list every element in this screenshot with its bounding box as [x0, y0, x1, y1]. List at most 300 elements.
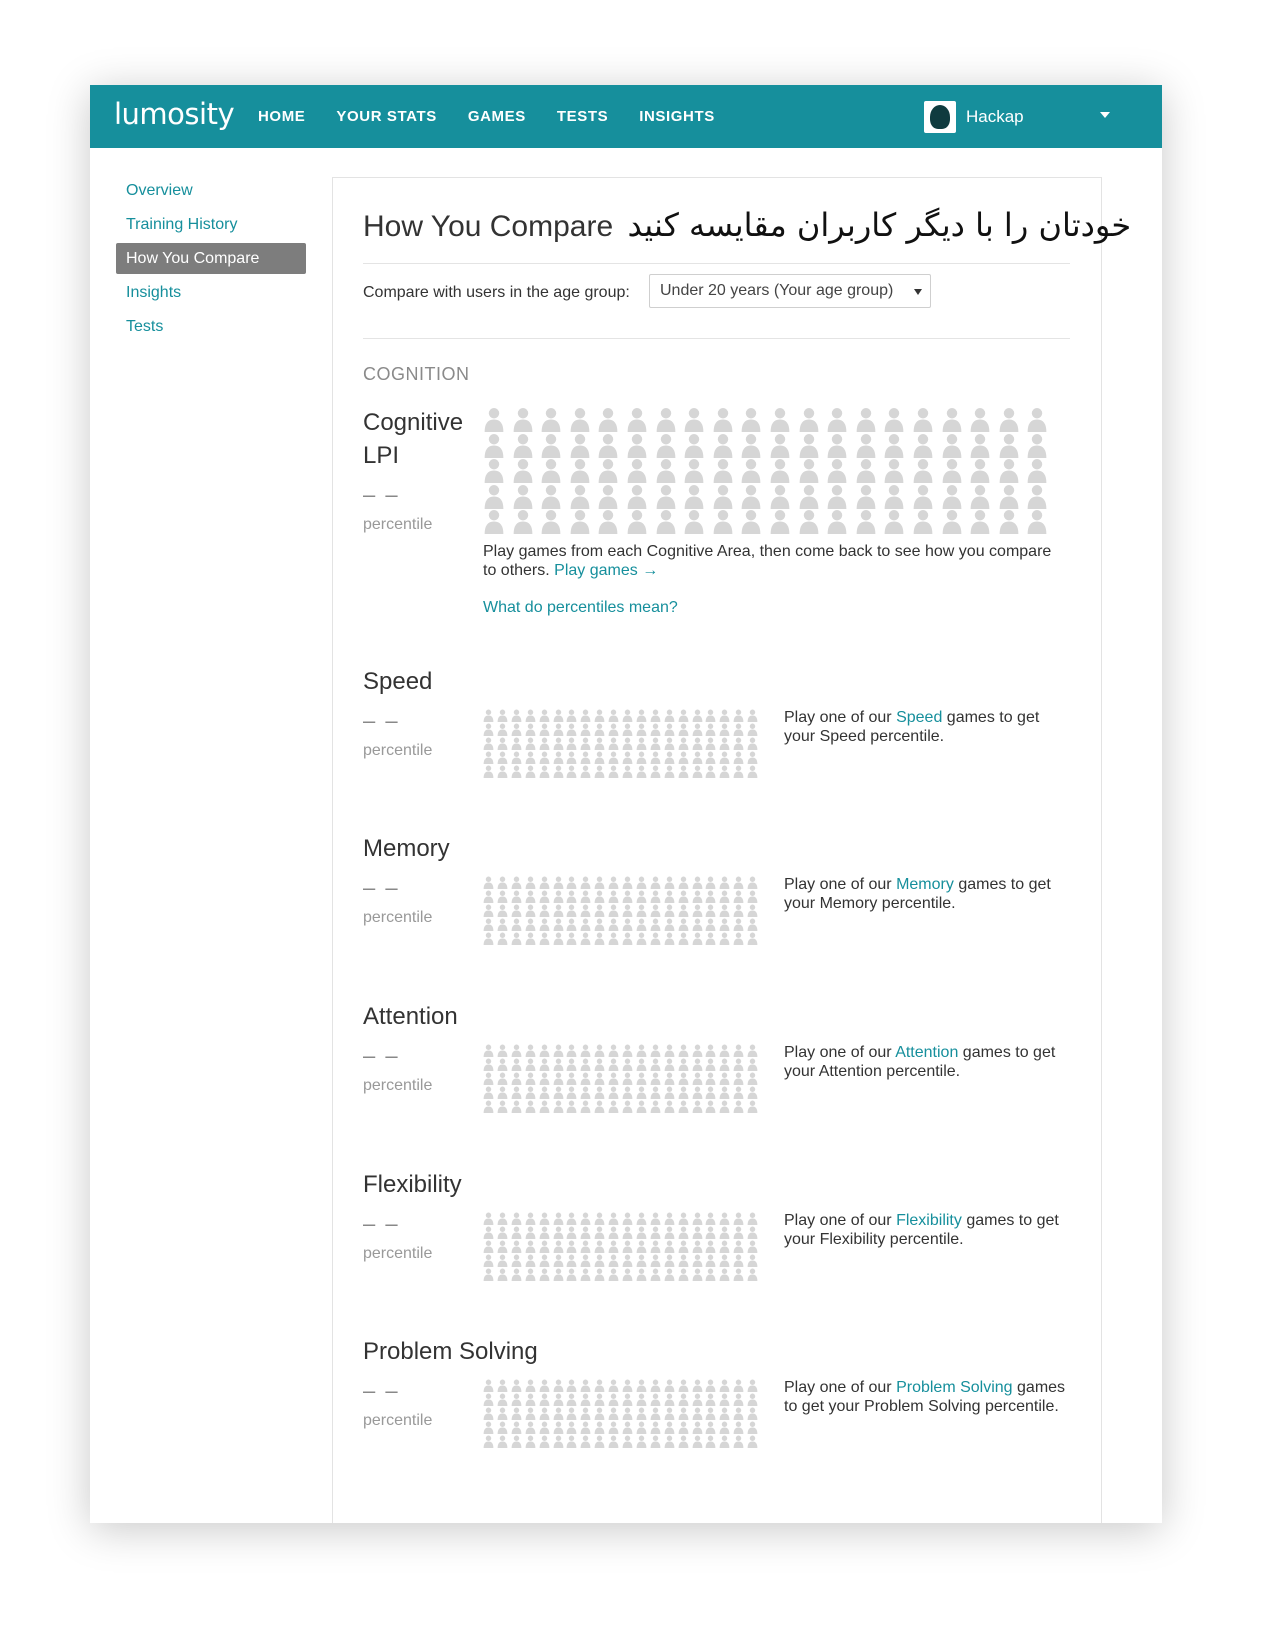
person-icon: [733, 1393, 744, 1406]
person-icon: [664, 1212, 675, 1225]
person-icon: [798, 407, 820, 432]
person-icon: [566, 1435, 577, 1448]
person-icon: [553, 890, 564, 903]
person-icon: [594, 890, 605, 903]
person-icon: [664, 765, 675, 778]
person-icon: [636, 709, 647, 722]
person-icon: [483, 1212, 494, 1225]
person-icon: [483, 407, 505, 432]
person-icon: [580, 904, 591, 917]
person-icon: [497, 1421, 508, 1434]
person-icon: [497, 1254, 508, 1267]
person-icon: [912, 433, 934, 458]
person-icon: [636, 1393, 647, 1406]
person-icon: [1026, 509, 1048, 534]
person-icon: [580, 1072, 591, 1085]
person-icon: [525, 1100, 536, 1113]
person-icon: [580, 1435, 591, 1448]
person-icon: [678, 1226, 689, 1239]
person-icon: [998, 509, 1020, 534]
person-icon: [553, 723, 564, 736]
person-icon: [692, 1058, 703, 1071]
person-icon: [650, 737, 661, 750]
metric-name: Speed: [363, 668, 433, 695]
person-icon: [594, 723, 605, 736]
metric-games-link[interactable]: Flexibility: [896, 1212, 962, 1229]
person-icon: [692, 876, 703, 889]
metric-unit: percentile: [363, 1077, 433, 1094]
user-menu[interactable]: [924, 99, 1024, 134]
person-icon: [608, 918, 619, 931]
person-icon: [705, 1058, 716, 1071]
person-icon: [692, 1254, 703, 1267]
person-icon: [622, 709, 633, 722]
person-icon: [769, 407, 791, 432]
percentile-people-grid: [483, 709, 759, 779]
person-icon: [664, 1254, 675, 1267]
person-icon: [553, 1212, 564, 1225]
person-icon: [719, 1393, 730, 1406]
person-icon: [733, 932, 744, 945]
person-icon: [747, 737, 758, 750]
person-icon: [569, 484, 591, 509]
person-icon: [511, 1072, 522, 1085]
person-icon: [580, 876, 591, 889]
person-icon: [483, 484, 505, 509]
play-games-link[interactable]: Play games →: [554, 562, 659, 579]
person-icon: [650, 1393, 661, 1406]
sidebar-item-insights[interactable]: Insights: [126, 284, 182, 301]
nav-games[interactable]: GAMES: [467, 108, 526, 125]
person-icon: [664, 737, 675, 750]
person-icon: [525, 876, 536, 889]
person-icon: [650, 1100, 661, 1113]
nav-insights[interactable]: INSIGHTS: [639, 108, 715, 125]
person-icon: [664, 1240, 675, 1253]
person-icon: [998, 458, 1020, 483]
person-icon: [511, 876, 522, 889]
person-icon: [769, 433, 791, 458]
metric-unit: percentile: [363, 516, 433, 533]
person-icon: [525, 1212, 536, 1225]
person-icon: [594, 1268, 605, 1281]
person-icon: [692, 1100, 703, 1113]
person-icon: [705, 1212, 716, 1225]
person-icon: [678, 1435, 689, 1448]
person-icon: [941, 458, 963, 483]
person-icon: [740, 458, 762, 483]
person-icon: [497, 723, 508, 736]
person-icon: [705, 1226, 716, 1239]
person-icon: [512, 484, 534, 509]
person-icon: [692, 890, 703, 903]
person-icon: [798, 433, 820, 458]
person-icon: [512, 433, 534, 458]
metric-block: [363, 832, 450, 926]
sidebar: [116, 175, 306, 345]
person-icon: [553, 765, 564, 778]
person-icon: [594, 1240, 605, 1253]
lumosity-logo[interactable]: lumosity: [114, 97, 235, 131]
person-icon: [594, 1407, 605, 1420]
person-icon: [497, 1044, 508, 1057]
person-icon: [553, 737, 564, 750]
metric-unit: percentile: [363, 909, 433, 926]
person-icon: [747, 1421, 758, 1434]
person-icon: [525, 1393, 536, 1406]
person-icon: [912, 484, 934, 509]
person-icon: [622, 765, 633, 778]
person-icon: [733, 904, 744, 917]
person-icon: [569, 509, 591, 534]
person-icon: [525, 751, 536, 764]
person-icon: [664, 1058, 675, 1071]
avatar: [924, 101, 956, 133]
person-icon: [622, 890, 633, 903]
person-icon: [650, 1435, 661, 1448]
person-icon: [719, 1100, 730, 1113]
person-icon: [594, 1044, 605, 1057]
metric-games-link[interactable]: Problem Solving: [896, 1379, 1013, 1396]
person-icon: [747, 1407, 758, 1420]
person-icon: [569, 407, 591, 432]
page-title-text: How You Compare: [363, 210, 614, 243]
person-icon: [569, 458, 591, 483]
person-icon: [497, 1058, 508, 1071]
person-icon: [692, 918, 703, 931]
person-icon: [747, 1240, 758, 1253]
person-icon: [580, 1393, 591, 1406]
app-window: [90, 85, 1162, 1523]
person-icon: [497, 765, 508, 778]
person-icon: [553, 876, 564, 889]
person-icon: [497, 904, 508, 917]
person-icon: [594, 737, 605, 750]
person-icon: [650, 876, 661, 889]
person-icon: [719, 723, 730, 736]
person-icon: [594, 1058, 605, 1071]
percentiles-help-link[interactable]: What do percentiles mean?: [483, 599, 678, 616]
person-icon: [664, 932, 675, 945]
person-icon: [483, 1254, 494, 1267]
person-icon: [664, 1226, 675, 1239]
person-icon: [826, 509, 848, 534]
person-icon: [969, 509, 991, 534]
person-icon: [650, 1379, 661, 1392]
person-icon: [655, 458, 677, 483]
sidebar-item-tests[interactable]: Tests: [126, 318, 164, 335]
person-icon: [855, 484, 877, 509]
person-icon: [969, 407, 991, 432]
person-icon: [733, 1086, 744, 1099]
person-icon: [483, 1268, 494, 1281]
person-icon: [594, 932, 605, 945]
person-icon: [597, 433, 619, 458]
person-icon: [769, 458, 791, 483]
person-icon: [511, 890, 522, 903]
sidebar-item-how-you-compare[interactable]: How You Compare: [116, 243, 306, 274]
person-icon: [712, 509, 734, 534]
caret-down-icon: [914, 289, 922, 295]
metric-value: – –: [363, 1211, 400, 1236]
person-icon: [512, 458, 534, 483]
person-icon: [594, 904, 605, 917]
person-icon: [798, 509, 820, 534]
person-icon: [622, 932, 633, 945]
metric-games-link[interactable]: Speed: [896, 709, 943, 726]
person-icon: [692, 751, 703, 764]
person-icon: [678, 1100, 689, 1113]
person-icon: [511, 751, 522, 764]
person-icon: [683, 407, 705, 432]
person-icon: [733, 1100, 744, 1113]
person-icon: [511, 1226, 522, 1239]
person-icon: [539, 1072, 550, 1085]
main-nav: [258, 85, 746, 148]
person-icon: [747, 1393, 758, 1406]
person-icon: [553, 1254, 564, 1267]
cognitive-message-text: Play games from each Cognitive Area, then come back to see how you compare to others.: [483, 543, 1052, 579]
person-icon: [636, 765, 647, 778]
person-icon: [608, 1393, 619, 1406]
person-icon: [511, 1100, 522, 1113]
chevron-down-icon[interactable]: [1100, 112, 1110, 118]
person-icon: [692, 1393, 703, 1406]
person-icon: [566, 1086, 577, 1099]
content-panel: [332, 177, 1132, 1523]
person-icon: [678, 1086, 689, 1099]
person-icon: [747, 1379, 758, 1392]
person-icon: [664, 1086, 675, 1099]
person-icon: [636, 1254, 647, 1267]
sidebar-item-overview[interactable]: Overview: [126, 182, 193, 199]
person-icon: [608, 1226, 619, 1239]
person-icon: [650, 1212, 661, 1225]
person-icon: [525, 890, 536, 903]
person-icon: [678, 765, 689, 778]
person-icon: [678, 918, 689, 931]
person-icon: [525, 737, 536, 750]
person-icon: [712, 458, 734, 483]
person-icon: [1026, 458, 1048, 483]
person-icon: [733, 1435, 744, 1448]
person-icon: [733, 709, 744, 722]
person-icon: [626, 433, 648, 458]
metric-message-pre: Play one of our: [784, 1044, 892, 1061]
person-icon: [483, 1421, 494, 1434]
person-icon: [511, 1421, 522, 1434]
metric-games-link[interactable]: Memory: [896, 876, 954, 893]
metric-block: [363, 1168, 462, 1262]
person-icon: [883, 433, 905, 458]
person-icon: [608, 876, 619, 889]
person-icon: [664, 1379, 675, 1392]
person-icon: [733, 890, 744, 903]
person-icon: [511, 1058, 522, 1071]
age-group-select[interactable]: [649, 274, 931, 308]
person-icon: [719, 1212, 730, 1225]
person-icon: [539, 1100, 550, 1113]
person-icon: [705, 876, 716, 889]
metric-message-post: games to get your Attention percentile.: [784, 1044, 1056, 1080]
person-icon: [497, 1100, 508, 1113]
person-icon: [712, 484, 734, 509]
person-icon: [525, 1240, 536, 1253]
person-icon: [622, 1226, 633, 1239]
person-icon: [566, 765, 577, 778]
person-icon: [483, 458, 505, 483]
person-icon: [969, 433, 991, 458]
person-icon: [826, 458, 848, 483]
person-icon: [883, 458, 905, 483]
person-icon: [636, 1407, 647, 1420]
person-icon: [594, 1100, 605, 1113]
person-icon: [664, 723, 675, 736]
person-icon: [733, 918, 744, 931]
person-icon: [511, 1379, 522, 1392]
person-icon: [626, 407, 648, 432]
person-icon: [580, 1421, 591, 1434]
person-icon: [622, 1044, 633, 1057]
person-icon: [608, 1044, 619, 1057]
person-icon: [650, 1086, 661, 1099]
person-icon: [692, 904, 703, 917]
person-icon: [497, 1240, 508, 1253]
person-icon: [483, 709, 494, 722]
person-icon: [622, 1268, 633, 1281]
compare-label: Compare with users in the age group:: [363, 284, 630, 301]
person-icon: [497, 709, 508, 722]
person-icon: [483, 1379, 494, 1392]
person-icon: [553, 1058, 564, 1071]
nav-your-stats[interactable]: YOUR STATS: [336, 108, 437, 125]
person-icon: [705, 1393, 716, 1406]
person-icon: [553, 1240, 564, 1253]
person-icon: [636, 1435, 647, 1448]
person-icon: [512, 509, 534, 534]
person-icon: [580, 751, 591, 764]
person-icon: [597, 458, 619, 483]
person-icon: [483, 1044, 494, 1057]
metric-name: Problem Solving: [363, 1338, 538, 1365]
person-icon: [525, 709, 536, 722]
person-icon: [705, 1407, 716, 1420]
person-icon: [566, 1100, 577, 1113]
person-icon: [622, 1086, 633, 1099]
person-icon: [747, 904, 758, 917]
nav-tests[interactable]: TESTS: [556, 108, 609, 125]
metric-name: Flexibility: [363, 1171, 462, 1198]
person-icon: [678, 932, 689, 945]
person-icon: [594, 876, 605, 889]
person-icon: [608, 751, 619, 764]
metric-message: [784, 708, 1074, 746]
person-icon: [636, 1072, 647, 1085]
person-icon: [683, 458, 705, 483]
person-icon: [733, 876, 744, 889]
person-icon: [525, 1268, 536, 1281]
metric-games-link[interactable]: Attention: [895, 1044, 959, 1061]
person-icon: [497, 876, 508, 889]
person-icon: [525, 918, 536, 931]
person-icon: [678, 1393, 689, 1406]
person-icon: [539, 765, 550, 778]
person-icon: [769, 484, 791, 509]
person-icon: [539, 1226, 550, 1239]
person-icon: [608, 1254, 619, 1267]
person-icon: [692, 723, 703, 736]
person-icon: [566, 1268, 577, 1281]
person-icon: [525, 1421, 536, 1434]
person-icon: [747, 932, 758, 945]
page-title: [363, 206, 1131, 244]
person-icon: [483, 509, 505, 534]
person-icon: [497, 1407, 508, 1420]
metric-message: [784, 1043, 1074, 1081]
person-icon: [511, 1393, 522, 1406]
person-icon: [622, 1240, 633, 1253]
person-icon: [622, 723, 633, 736]
person-icon: [798, 484, 820, 509]
person-icon: [580, 932, 591, 945]
person-icon: [497, 932, 508, 945]
person-icon: [566, 876, 577, 889]
person-icon: [539, 1044, 550, 1057]
person-icon: [747, 1226, 758, 1239]
nav-home[interactable]: HOME: [258, 108, 306, 125]
person-icon: [566, 1407, 577, 1420]
person-icon: [705, 1254, 716, 1267]
person-icon: [636, 1226, 647, 1239]
person-icon: [553, 1421, 564, 1434]
person-icon: [692, 1212, 703, 1225]
metric-name: Attention: [363, 1003, 458, 1030]
person-icon: [705, 1044, 716, 1057]
person-icon: [594, 1086, 605, 1099]
person-icon: [655, 407, 677, 432]
person-icon: [733, 1072, 744, 1085]
person-icon: [650, 932, 661, 945]
person-icon: [483, 876, 494, 889]
person-icon: [678, 1072, 689, 1085]
person-icon: [719, 751, 730, 764]
person-icon: [678, 1254, 689, 1267]
person-icon: [655, 509, 677, 534]
person-icon: [719, 765, 730, 778]
person-icon: [705, 709, 716, 722]
metric-message-pre: Play one of our: [784, 1379, 892, 1396]
person-icon: [733, 1407, 744, 1420]
person-icon: [626, 484, 648, 509]
section-heading-cognition: COGNITION: [363, 364, 470, 384]
person-icon: [855, 458, 877, 483]
person-icon: [678, 890, 689, 903]
person-icon: [608, 1268, 619, 1281]
person-icon: [733, 751, 744, 764]
person-icon: [525, 1086, 536, 1099]
person-icon: [483, 932, 494, 945]
person-icon: [483, 918, 494, 931]
person-icon: [569, 433, 591, 458]
person-icon: [683, 433, 705, 458]
person-icon: [636, 1268, 647, 1281]
person-icon: [705, 751, 716, 764]
person-icon: [664, 1100, 675, 1113]
sidebar-item-training-history[interactable]: Training History: [126, 216, 238, 233]
person-icon: [553, 1100, 564, 1113]
metric-value: – –: [363, 1043, 400, 1068]
person-icon: [733, 1226, 744, 1239]
